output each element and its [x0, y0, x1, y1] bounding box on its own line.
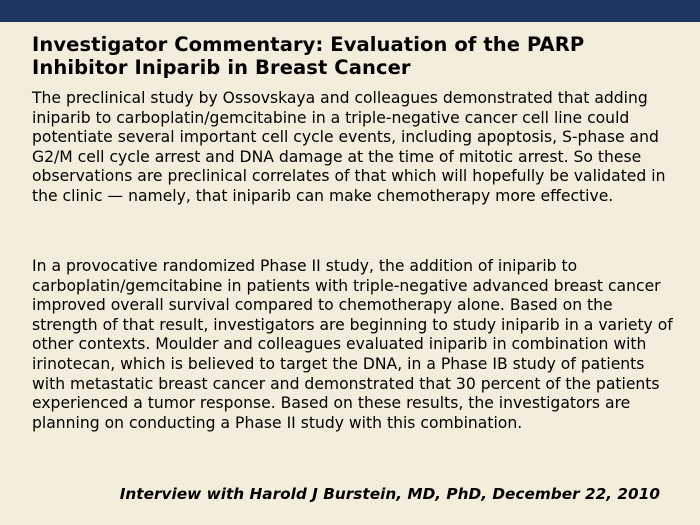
commentary-paragraph-2: In a provocative randomized Phase II study, the addition of iniparib to carboplatin/gemcitabine in patients with triple-negative advanced breast cancer improved overall survival compared to chemotherapy alone. Based on the strength of that result, investigators are beginning to study iniparib in a variety of other contexts. Moulder and colleagues evaluated iniparib in combination with irinotecan, which is believed to target the DNA, in a Phase IB study of patients with metastatic breast cancer and demonstrated that 30 percent of the patients experienced a tumor response. Based on these results, the investigators are planning on conducting a Phase II study with this combination.	[32, 257, 673, 432]
interview-citation: Interview with Harold J Burstein, MD, PhD, December 22, 2010	[119, 485, 660, 503]
slide-title-line1: Investigator Commentary: Evaluation of the PARP	[32, 33, 585, 56]
slide-title	[32, 33, 672, 79]
top-banner-bar	[0, 0, 700, 22]
commentary-paragraph-1: The preclinical study by Ossovskaya and colleagues demonstrated that adding iniparib to carboplatin/gemcitabine in a triple-negative cancer cell line could potentiate several important cell cycle events, including apoptosis, S-phase and G2/M cell cycle arrest and DNA damage at the time of mitotic arrest. So these observations are preclinical correlates of that which will hopefully be validated in the clinic — namely, that iniparib can make chemotherapy more effective.	[32, 89, 666, 205]
slide-title-line2: Inhibitor Iniparib in Breast Cancer	[32, 56, 411, 79]
